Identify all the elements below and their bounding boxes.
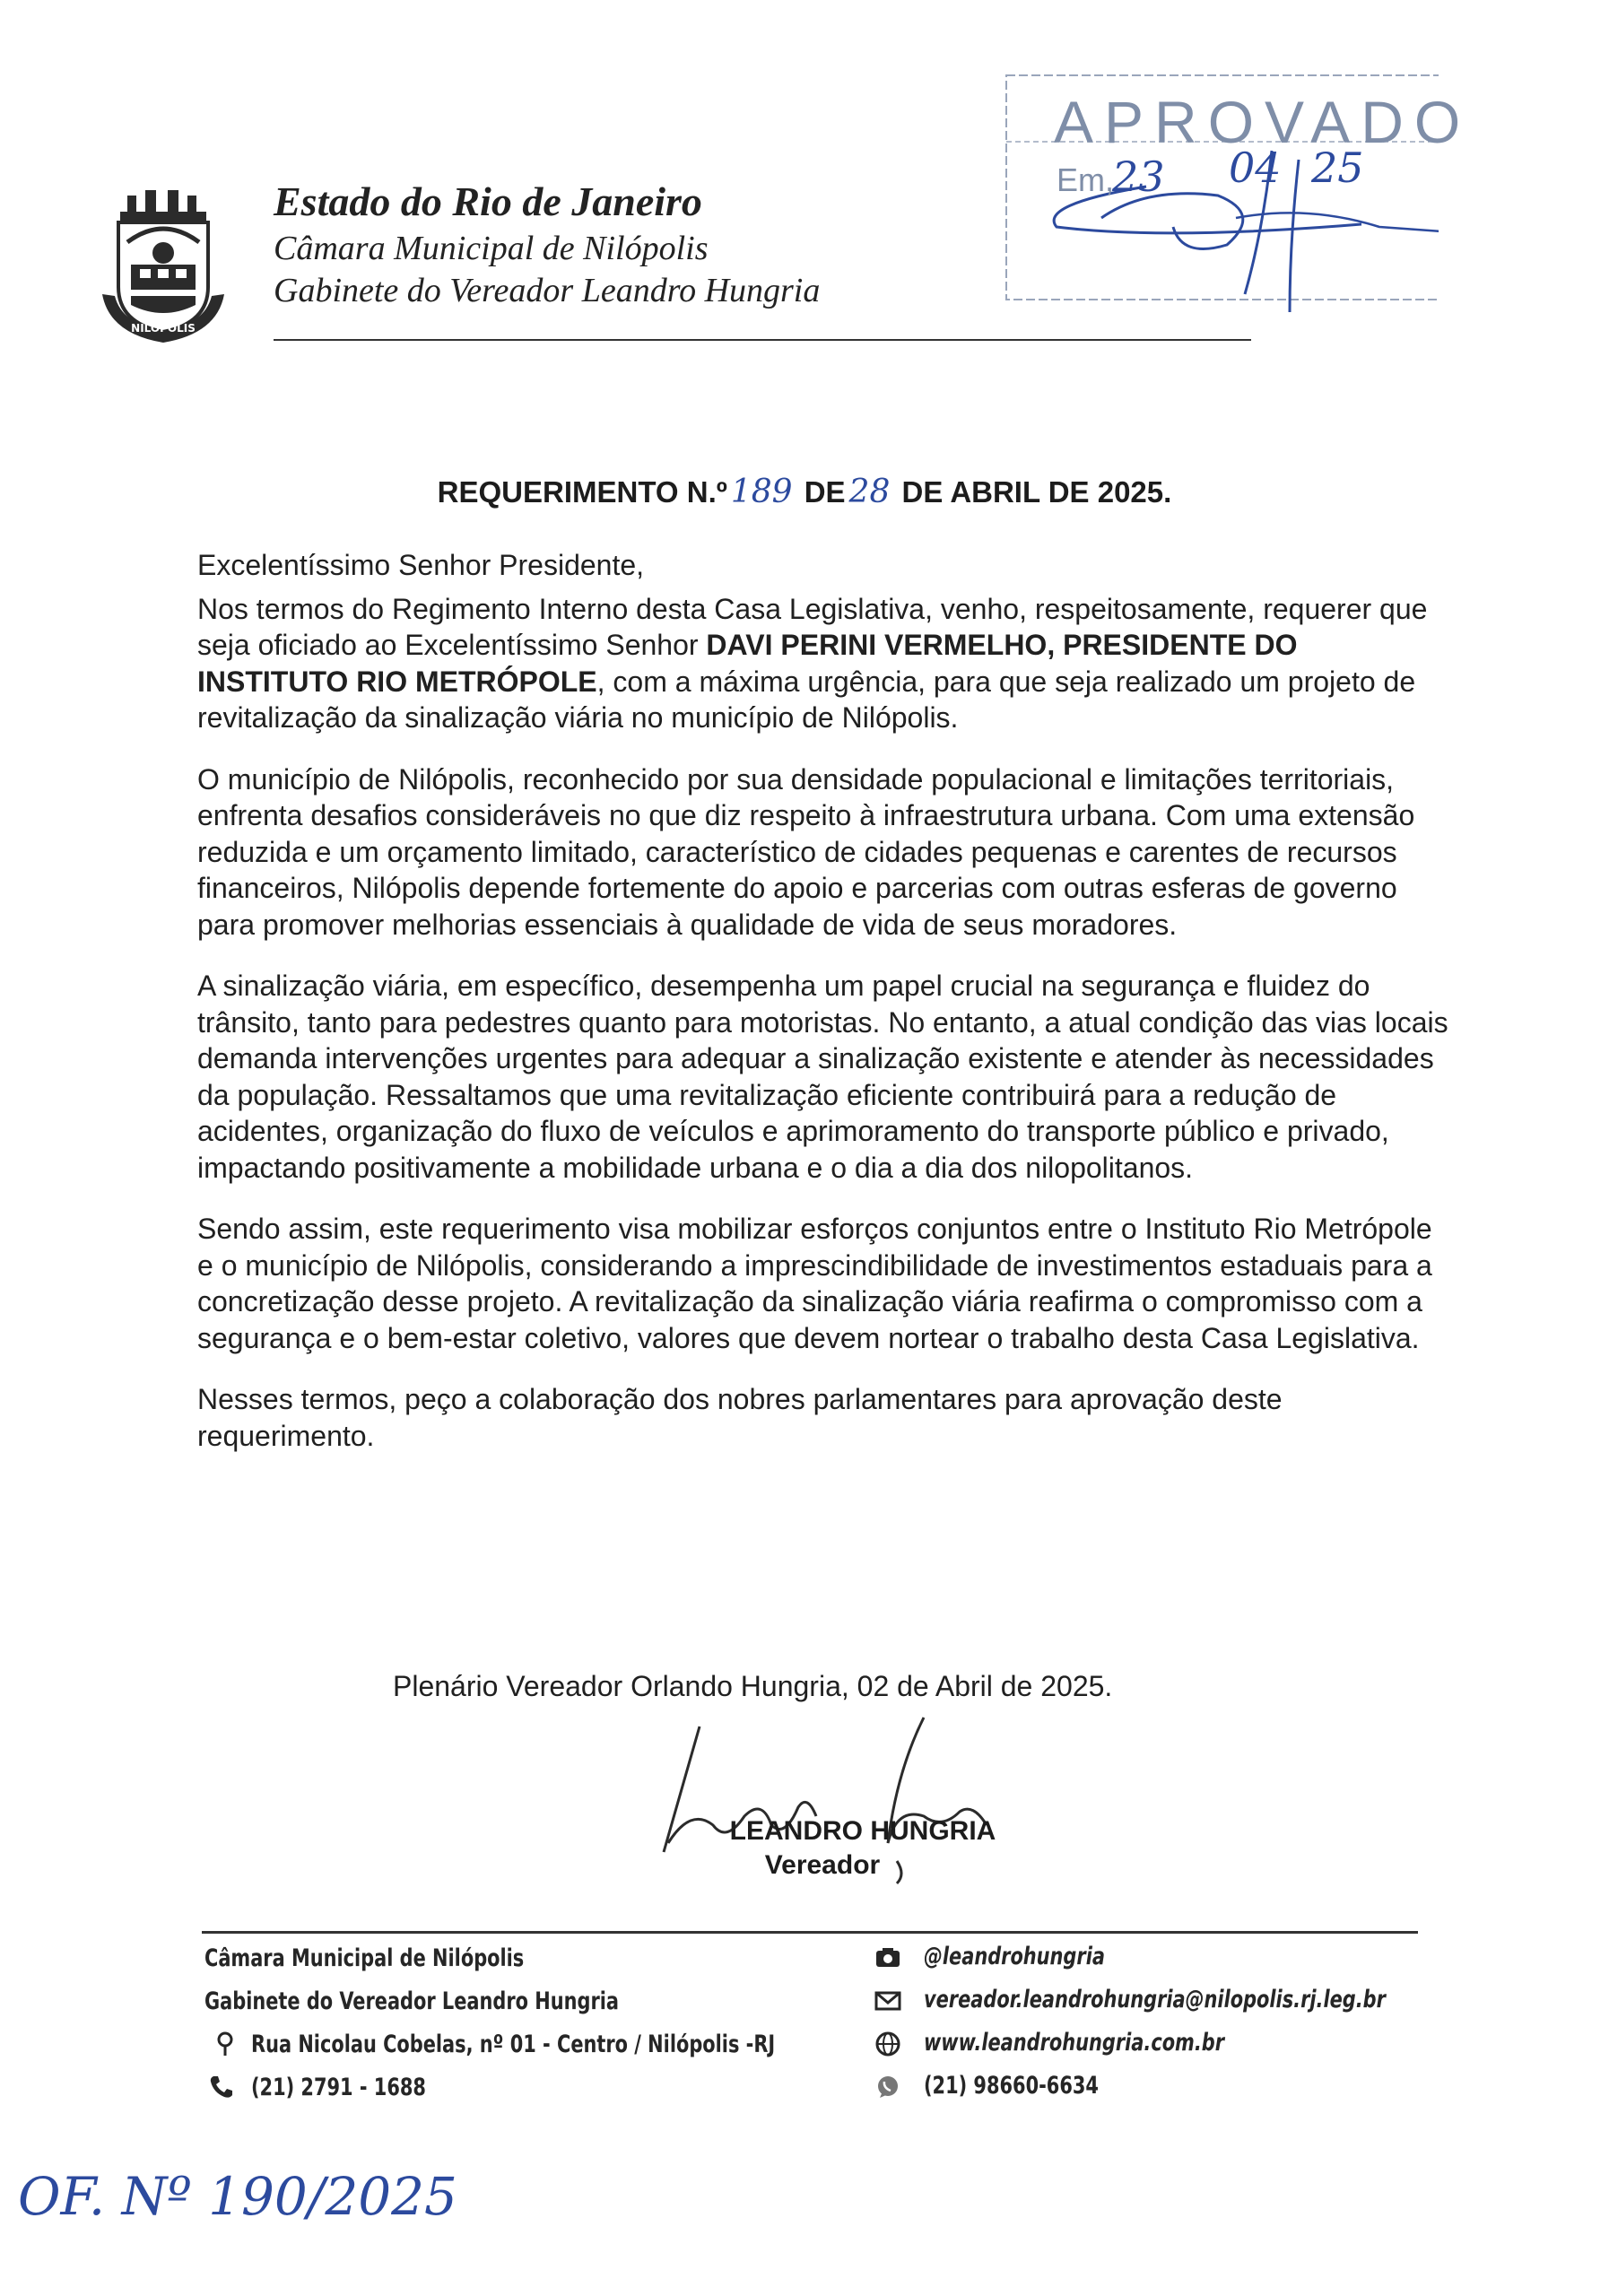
whatsapp-icon bbox=[874, 2074, 901, 2100]
footer-address: Rua Nicolau Cobelas, nº 01 - Centro / Nilópolis -RJ bbox=[251, 2031, 776, 2058]
handwritten-office-number: OF. Nº 190/2025 bbox=[18, 2166, 457, 2227]
municipal-crest-logo bbox=[100, 179, 226, 345]
title-middle: DE bbox=[804, 475, 846, 509]
header-chamber: Câmara Municipal de Nilópolis bbox=[274, 230, 709, 267]
place-date: Plenário Vereador Orlando Hungria, 02 de Abril de 2025. bbox=[393, 1670, 1113, 1702]
header-office: Gabinete do Vereador Leandro Hungria bbox=[274, 272, 821, 309]
document-title bbox=[0, 474, 1609, 510]
footer-whatsapp: (21) 98660-6634 bbox=[924, 2072, 1099, 2100]
signatory-name: LEANDRO HUNGRIA bbox=[729, 1816, 996, 1846]
stamp-label: APROVADO bbox=[1054, 89, 1472, 155]
stamp-date-prefix: Em, bbox=[1057, 161, 1115, 198]
footer-instagram[interactable]: @leandrohungria bbox=[924, 1943, 1105, 1970]
phone-icon bbox=[208, 2074, 235, 2100]
footer-chamber: Câmara Municipal de Nilópolis bbox=[204, 1944, 525, 1972]
email-icon bbox=[874, 1987, 901, 2014]
crest-lettering: NILÓPOLIS bbox=[131, 322, 196, 335]
signatory-role: Vereador bbox=[764, 1850, 881, 1880]
stamp-month: 04 bbox=[1229, 144, 1282, 192]
footer-office: Gabinete do Vereador Leandro Hungria bbox=[204, 1987, 620, 2015]
footer-website[interactable]: www.leandrohungria.com.br bbox=[924, 2029, 1225, 2057]
stamp-year: 25 bbox=[1311, 144, 1364, 192]
title-prefix: REQUERIMENTO N.º bbox=[437, 475, 727, 509]
title-number: 189 bbox=[730, 474, 793, 510]
title-day: 28 bbox=[848, 474, 891, 510]
paragraph-1-start: Nos termos do Regimento Interno desta Casa Legislativa, venho, respeitosamente, requerer que seja oficiado ao Excelentíssimo Senhor bbox=[197, 592, 1428, 661]
paragraph-2: O município de Nilópolis, reconhecido por sua densidade populacional e limitações territoriais, enfrenta desafios consideráveis no que diz respeito à infraestrutura urbana. Com uma extensão reduzida e um orçamento limitado, característico de cidades pequenas e carentes de recursos financeiros, Nilópolis depende fortemente do apoio e parcerias com outras esferas de governo para promover melhorias essenciais à qualidade de vida de seus moradores. bbox=[197, 762, 1415, 941]
title-suffix: DE ABRIL DE 2025. bbox=[901, 475, 1172, 509]
addressee: DAVI PERINI VERMELHO, PRESIDENTE DO INSTITUTO RIO METRÓPOLE bbox=[197, 629, 1298, 698]
stamp-day: 23 bbox=[1112, 152, 1165, 201]
document-body bbox=[197, 547, 1448, 1479]
paragraph-1 bbox=[197, 591, 1448, 736]
footer-phone: (21) 2791 - 1688 bbox=[251, 2074, 426, 2101]
footer-email[interactable]: vereador.leandrohungria@nilopolis.rj.leg.br bbox=[924, 1986, 1386, 2013]
salutation: Excelentíssimo Senhor Presidente, bbox=[197, 549, 645, 581]
paragraph-5: Nesses termos, peço a colaboração dos nobres parlamentares para aprovação deste requerimento. bbox=[197, 1383, 1283, 1452]
camera-icon bbox=[874, 1944, 901, 1971]
paragraph-1-end: , com a máxima urgência, para que seja realizado um projeto de revitalização da sinalização viária no município de Nilópolis. bbox=[197, 665, 1416, 734]
globe-icon bbox=[874, 2031, 901, 2057]
footer-divider bbox=[202, 1931, 1418, 1934]
location-pin-icon bbox=[212, 2031, 239, 2057]
paragraph-4: Sendo assim, este requerimento visa mobilizar esforços conjuntos entre o Instituto Rio Metrópole e o município de Nilópolis, considerando a imprescindibilidade de investimentos estaduais para a concretização desse projeto. A revitalização da sinalização viária reafirma o compromisso com a segurança e o bem-estar coletivo, valores que devem nortear o trabalho desta Casa Legislativa. bbox=[197, 1213, 1432, 1354]
header-state: Estado do Rio de Janeiro bbox=[274, 178, 702, 224]
header-divider bbox=[274, 339, 1251, 341]
paragraph-3: A sinalização viária, em específico, desempenha um papel crucial na segurança e fluidez do trânsito, tanto para pedestres quanto para motoristas. No entanto, a atual condição das vias locais demanda intervenções urgentes para adequar a sinalização existente e atender às necessidades da população. Ressaltamos que uma revitalização eficiente contribuirá para a redução de acidentes, organização do fluxo de veículos e aprimoramento do transporte público e privado, impactando positivamente a mobilidade urbana e o dia a dia dos nilopolitanos. bbox=[197, 970, 1448, 1184]
